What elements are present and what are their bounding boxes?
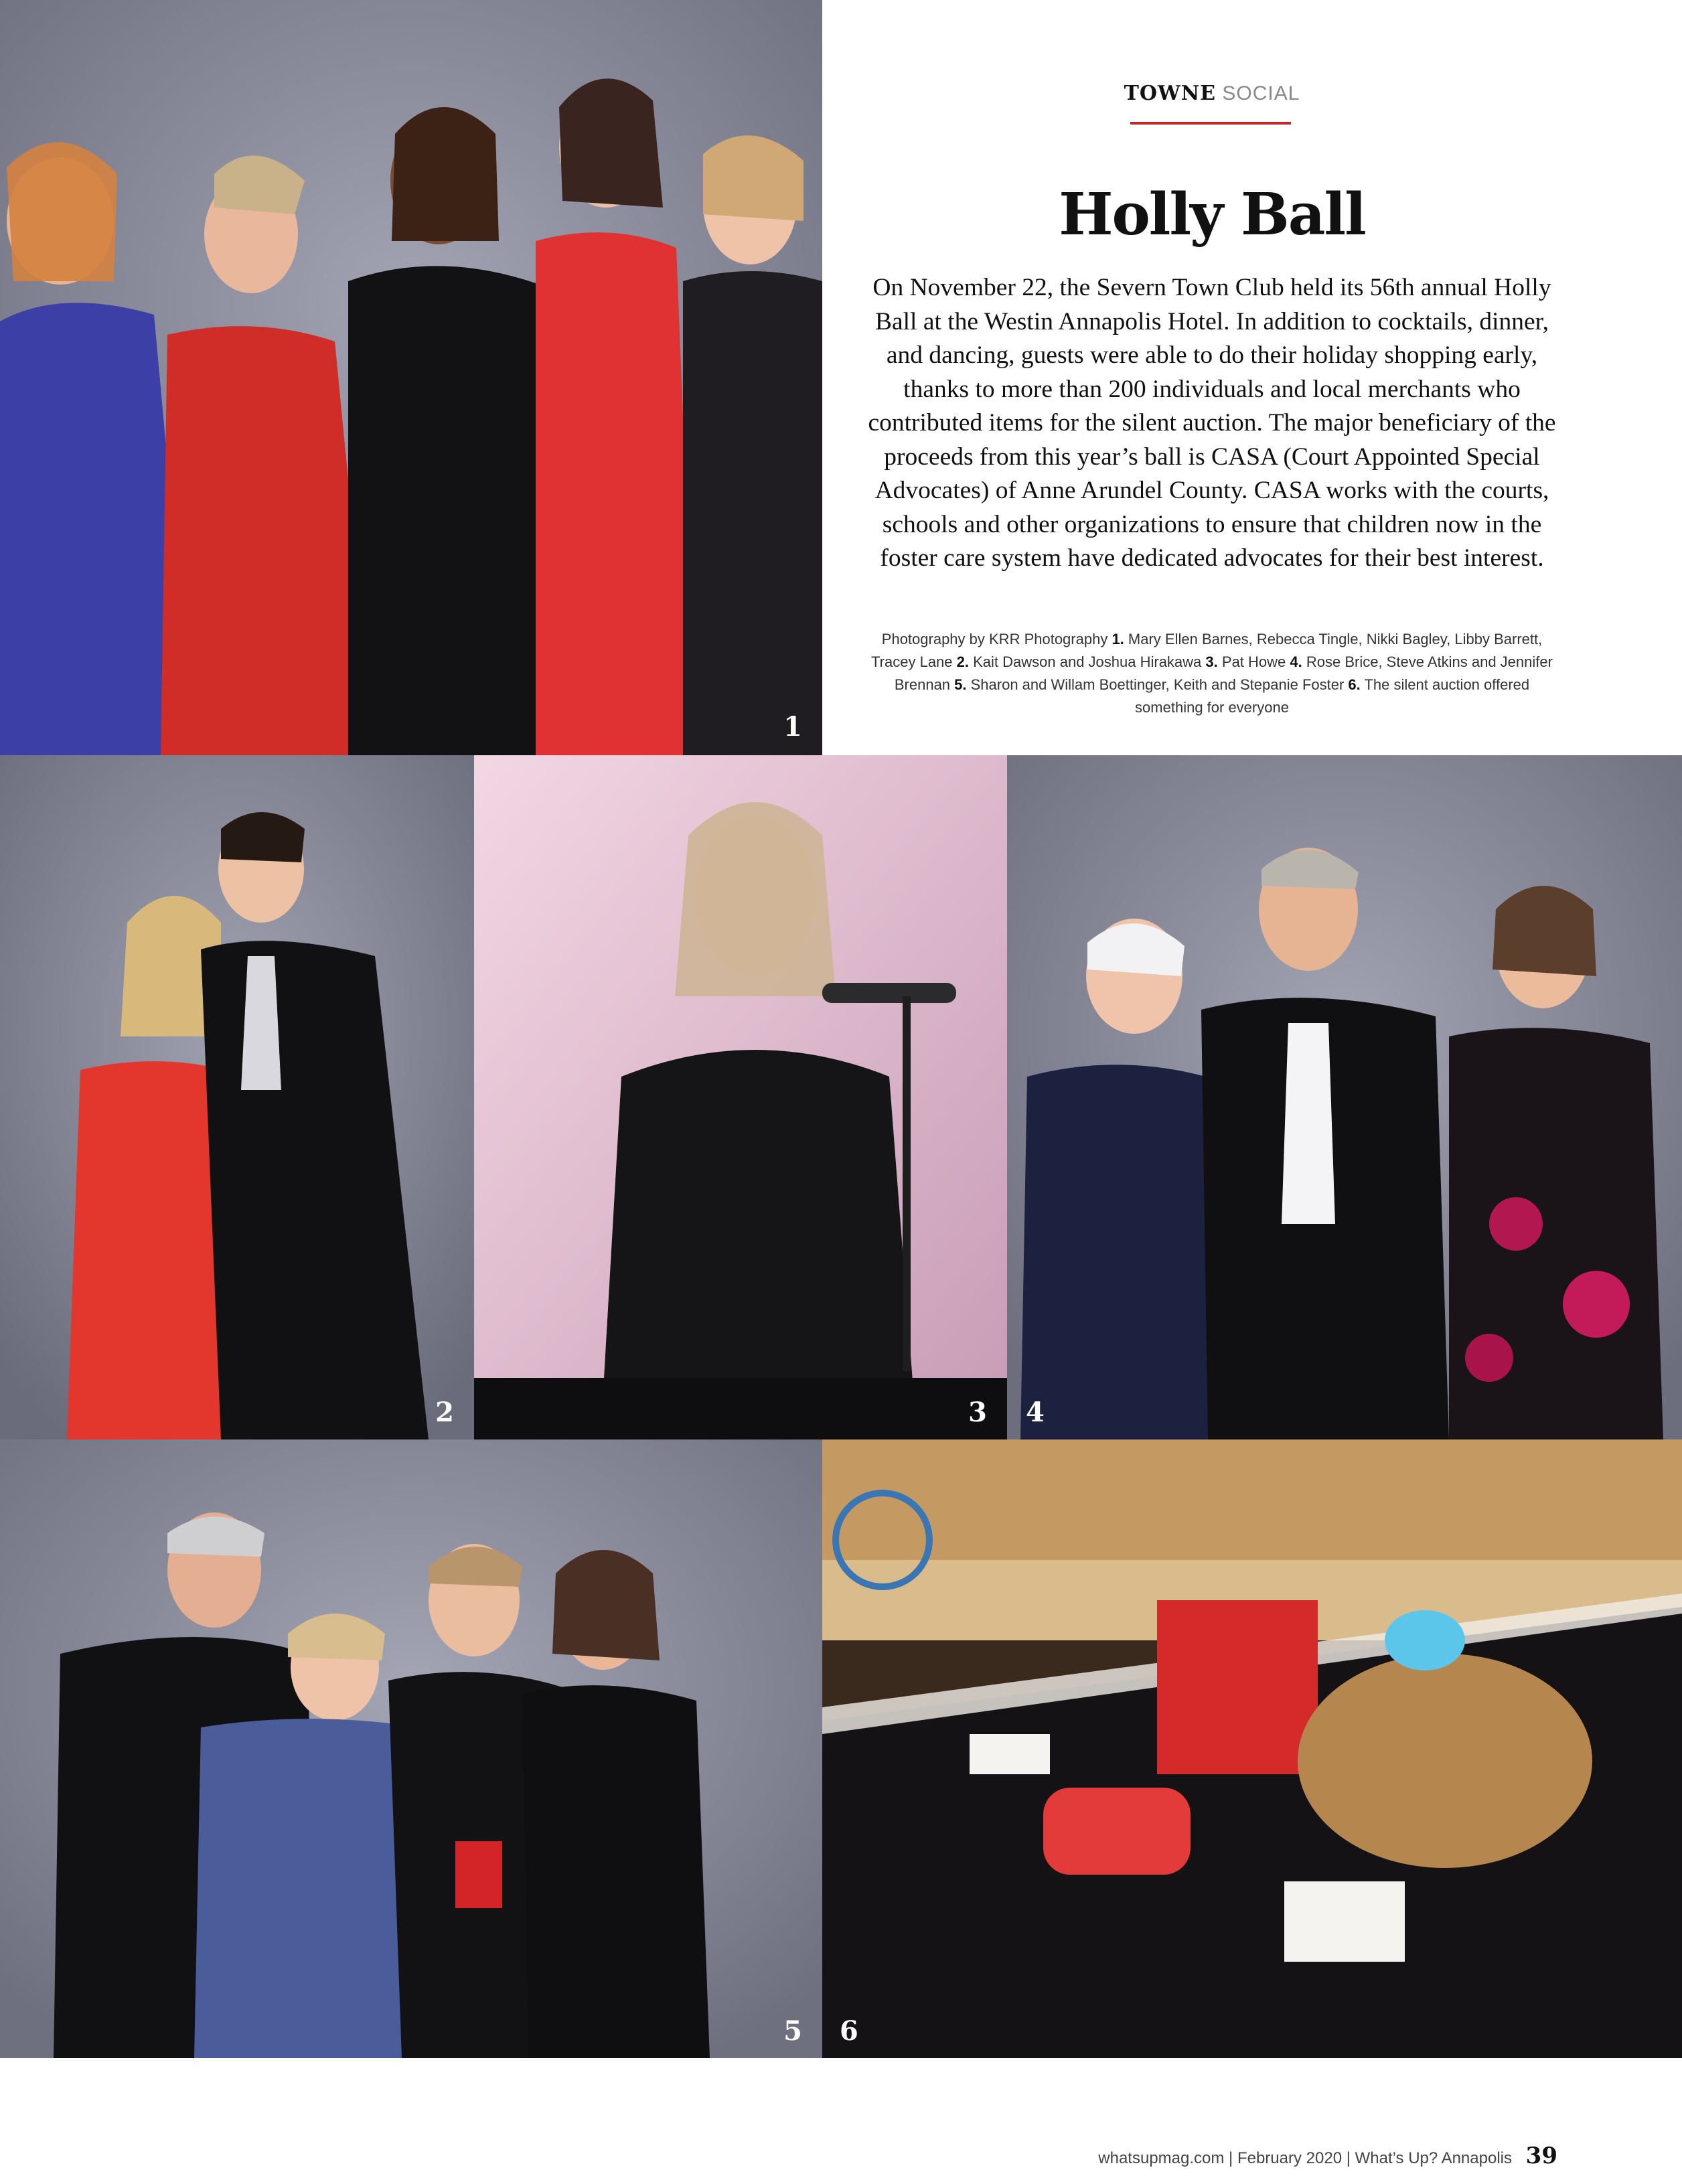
footer-publication: What’s Up? Annapolis <box>1355 2149 1512 2167</box>
credit-text: Kait Dawson and Joshua Hirakawa <box>969 653 1206 670</box>
credit-number: 6. <box>1348 676 1361 693</box>
section-label-strong: TOWNE <box>1124 82 1217 105</box>
photo-number: 2 <box>435 1397 454 1428</box>
article-title: Holly Ball <box>1059 181 1365 248</box>
credit-number: 4. <box>1290 653 1302 670</box>
credit-text: The silent auction offered something for everyone <box>1135 676 1530 716</box>
credit-number: 1. <box>1112 631 1124 647</box>
photo-number: 4 <box>1026 1397 1045 1428</box>
photo-6 <box>822 1439 1682 2058</box>
credits-intro: Photography by KRR Photography <box>881 631 1112 647</box>
credit-text: Pat Howe <box>1217 653 1290 670</box>
credit-text: Sharon and Willam Boettinger, Keith and Stepanie Foster <box>966 676 1349 693</box>
footer-separator: | <box>1346 2149 1351 2167</box>
page-number: 39 <box>1525 2142 1557 2169</box>
footer-date: February 2020 <box>1237 2149 1343 2167</box>
photo-5 <box>0 1439 822 2058</box>
credit-number: 2. <box>956 653 969 670</box>
credit-number: 5. <box>954 676 967 693</box>
photo-number: 5 <box>783 2015 802 2047</box>
footer-separator: | <box>1229 2149 1233 2167</box>
section-rule <box>1130 122 1291 125</box>
photo-3 <box>474 755 1007 1439</box>
photo-1 <box>0 0 822 755</box>
footer-site: whatsupmag.com <box>1098 2149 1225 2167</box>
photo-number: 6 <box>840 2015 858 2047</box>
photo-4 <box>1007 755 1682 1439</box>
credit-text: Rose Brice, Steve Atkins and Jennifer Brennan <box>894 653 1553 693</box>
page-footer <box>1098 2142 1557 2169</box>
photo-number: 1 <box>783 711 802 743</box>
photo-credits <box>864 628 1560 719</box>
credit-text: Mary Ellen Barnes, Rebecca Tingle, Nikki Bagley, Libby Barrett, Tracey Lane <box>871 631 1543 670</box>
article-body: On November 22, the Severn Town Club held its 56th annual Holly Ball at the Westin Annapolis Hotel. In addition to cocktails, dinner, and dancing, guests were able to do their holiday shopping early, thanks to more than 200 individuals and local merchants who contributed items for the silent auction. The major beneficiary of the proceeds from this year’s ball is CASA (Court Appointed Special Advocates) of Anne Arundel County. CASA works with the courts, schools and other organizations to ensure that children now in the foster care system have dedicated advocates for their best interest. <box>868 274 1556 572</box>
credit-number: 3. <box>1205 653 1218 670</box>
section-label-light: SOCIAL <box>1222 82 1300 104</box>
photo-number: 3 <box>968 1397 987 1428</box>
photo-2 <box>0 755 474 1439</box>
section-label <box>1071 82 1353 105</box>
